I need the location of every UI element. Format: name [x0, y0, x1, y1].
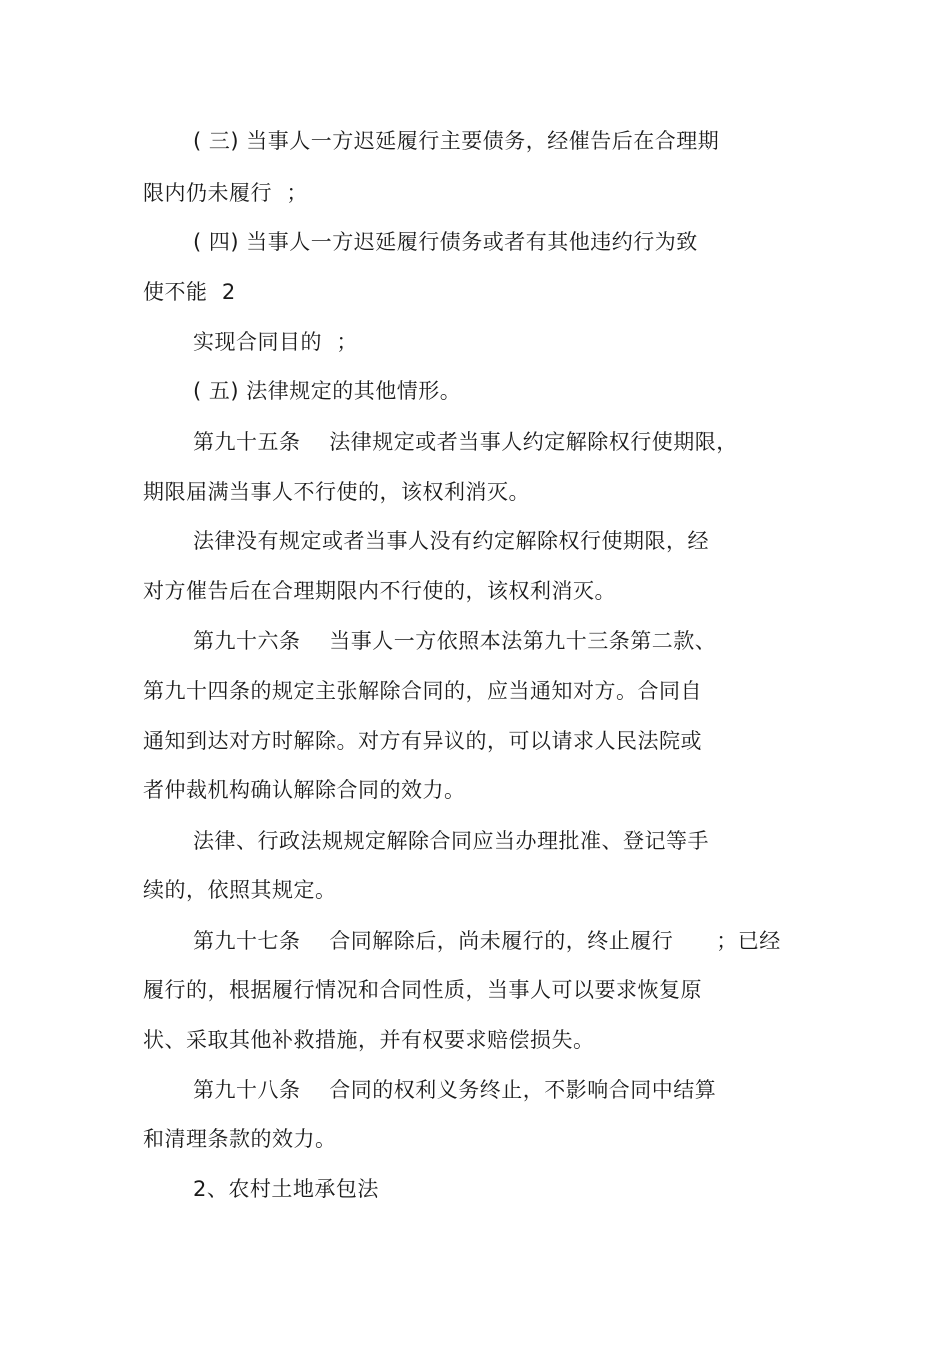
clause-5-line: ( 五) 法律规定的其他情形。	[193, 379, 462, 403]
article-97-line-1: 第九十七条 合同解除后，尚未履行的，终止履行 ；已经	[193, 929, 781, 953]
clause-3-line-2: 限内仍未履行 ；	[143, 181, 308, 205]
clause-3-line-1: ( 三) 当事人一方迟延履行主要债务，经催告后在合理期	[193, 129, 720, 153]
article-95-line-2: 期限届满当事人不行使的，该权利消灭。	[143, 480, 530, 504]
clause-4-line-2: 使不能 2	[143, 280, 236, 304]
article-98-line-1: 第九十八条 合同的权利义务终止，不影响合同中结算	[193, 1078, 717, 1102]
article-96-line-2: 第九十四条的规定主张解除合同的，应当通知对方。合同自	[143, 679, 702, 703]
clause-4-line-1: ( 四) 当事人一方迟延履行债务或者有其他违约行为致	[193, 230, 698, 254]
clause-4-line-3: 实现合同目的 ；	[193, 330, 358, 354]
article-96-para-2-line-2: 续的，依照其规定。	[143, 878, 337, 902]
article-95-para-2-line-2: 对方催告后在合理期限内不行使的，该权利消灭。	[143, 579, 616, 603]
article-95-para-2-line-1: 法律没有规定或者当事人没有约定解除权行使期限，经	[193, 529, 709, 553]
article-98-line-2: 和清理条款的效力。	[143, 1127, 337, 1151]
article-97-line-3: 状、采取其他补救措施，并有权要求赔偿损失。	[143, 1028, 595, 1052]
article-96-para-2-line-1: 法律、行政法规规定解除合同应当办理批准、登记等手	[193, 829, 709, 853]
article-96-line-3: 通知到达对方时解除。对方有异议的，可以请求人民法院或	[143, 729, 702, 753]
section-heading-rural-land-contract-law: 2、农村土地承包法	[193, 1177, 379, 1201]
article-96-line-1: 第九十六条 当事人一方依照本法第九十三条第二款、	[193, 629, 717, 653]
article-95-line-1: 第九十五条 法律规定或者当事人约定解除权行使期限，	[193, 430, 738, 454]
article-97-line-2: 履行的，根据履行情况和合同性质，当事人可以要求恢复原	[143, 978, 702, 1002]
article-96-line-4: 者仲裁机构确认解除合同的效力。	[143, 778, 466, 802]
